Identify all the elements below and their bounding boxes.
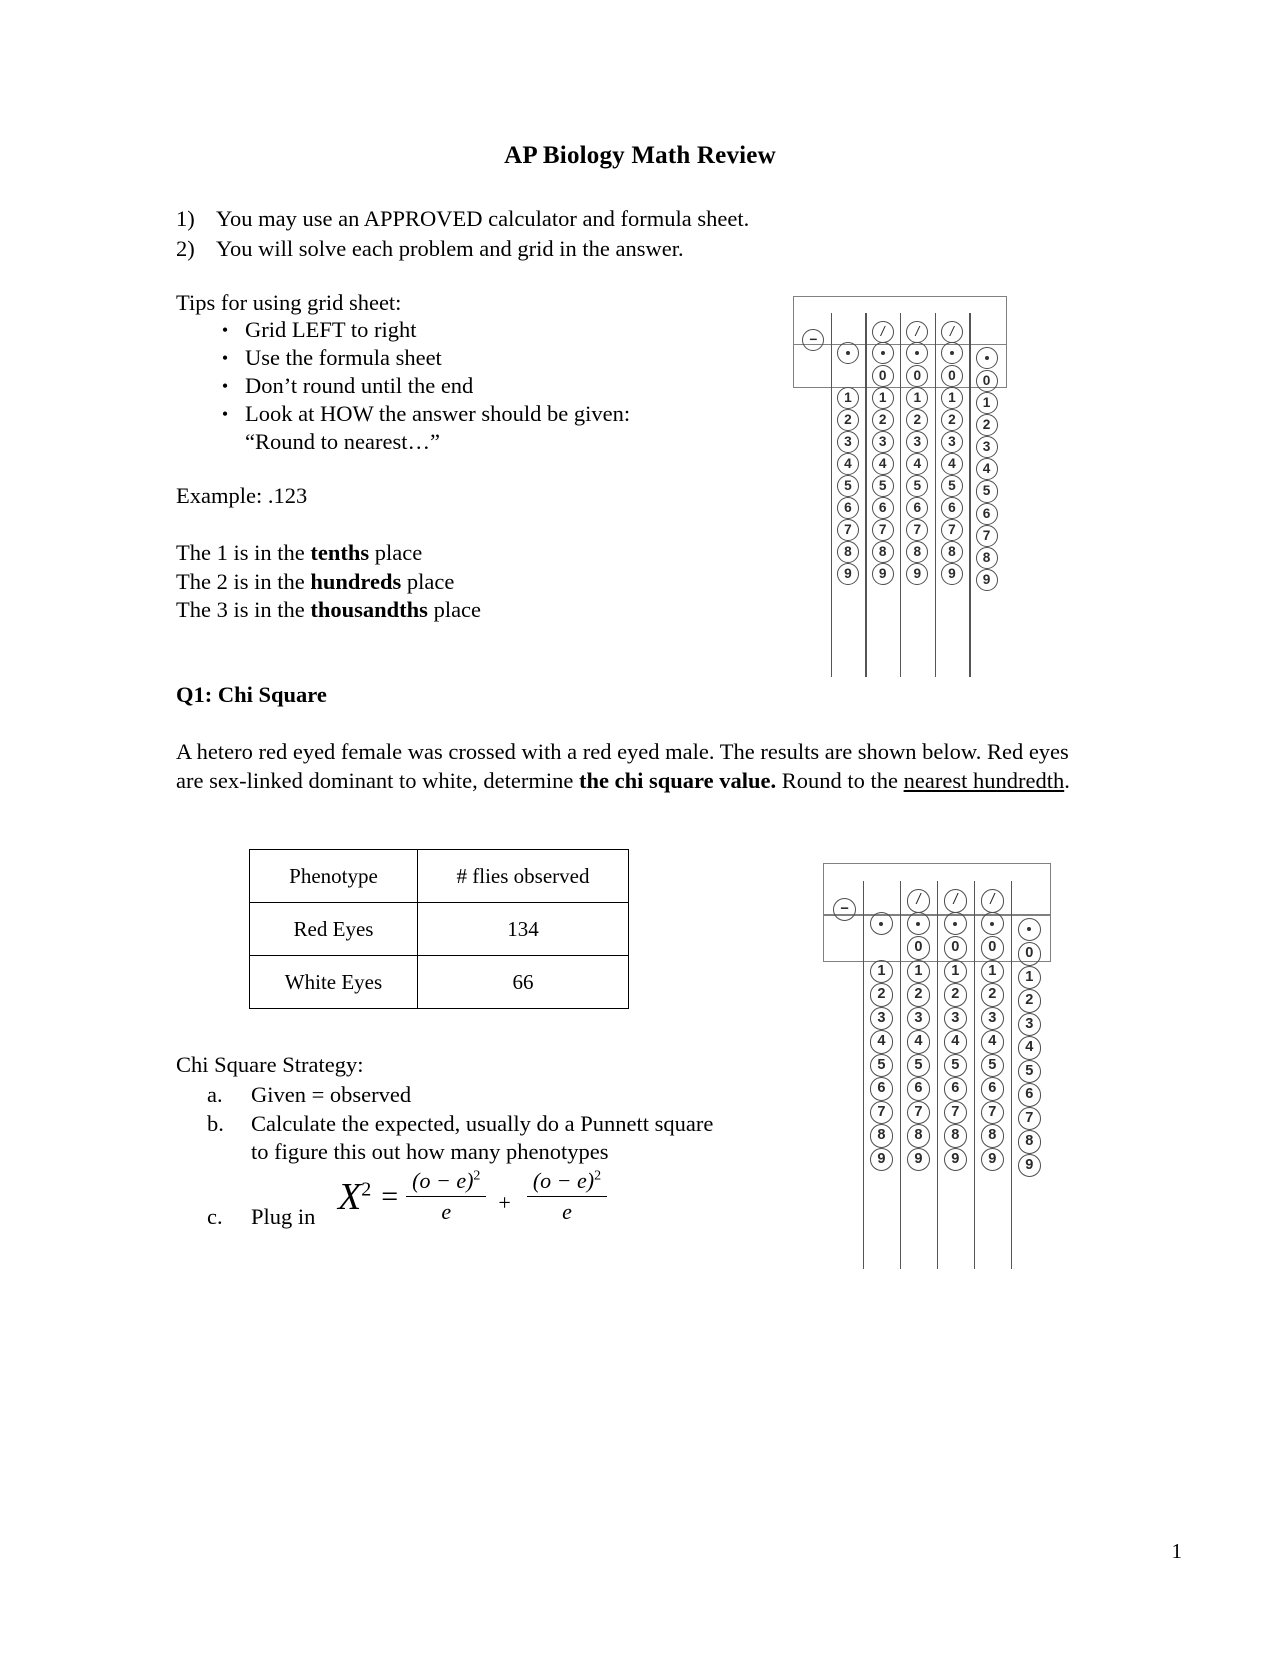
instruction-item [176,234,876,264]
place-suffix: place [369,540,423,565]
grid-bubble-decimal[interactable] [837,342,859,364]
bullet-dot-icon: • [221,320,229,340]
example-line: Example: .123 [176,483,308,508]
place-suffix: place [427,597,482,622]
grid-bubble-3[interactable]: 3 [907,1007,931,1031]
grid-sheet-top[interactable] [793,296,1007,683]
grid-bubble-1[interactable]: 1 [906,387,928,409]
strategy-text: Calculate the expected, usually do a Punnett square [251,1110,714,1136]
page-title: AP Biology Math Review [504,142,776,169]
grid-bubble-6[interactable]: 6 [976,503,998,525]
strategy-heading: Chi Square Strategy: [176,1052,364,1077]
question-text-part2: Round to the [776,767,904,793]
grid-bubble-minus[interactable]: − [802,329,824,351]
grid-bubble-8[interactable]: 8 [944,1124,968,1148]
grid-bubble-7[interactable]: 7 [870,1101,894,1125]
grid-bubble-4[interactable]: 4 [981,1030,1005,1054]
place-value-line [176,568,481,597]
grid-bubble-1[interactable]: 1 [981,960,1005,984]
grid-bubble-9[interactable]: 9 [906,563,928,585]
grid-bubble-5[interactable]: 5 [941,475,963,497]
grid-bubble-4[interactable]: 4 [906,453,928,475]
grid-bubble-4[interactable]: 4 [872,453,894,475]
tips-bullet-text: Look at HOW the answer should be given: [245,401,631,426]
table-row [250,903,629,956]
grid-bubble-7[interactable]: 7 [1018,1107,1042,1131]
grid-bubble-0[interactable]: 0 [872,365,894,387]
grid-bubble-5[interactable]: 5 [906,475,928,497]
grid-bubble-5[interactable]: 5 [1018,1060,1042,1084]
grid-bubble-8[interactable]: 8 [941,541,963,563]
grid-bubble-3[interactable]: 3 [837,431,859,453]
grid-bubble-5[interactable]: 5 [907,1054,931,1078]
grid-bubble-slash[interactable]: / [941,321,963,343]
grid-column-separator [863,881,864,1270]
grid-column-separator [974,881,975,1270]
tips-bullet-item [205,316,845,344]
table-row [250,956,629,1009]
instruction-text: You may use an APPROVED calculator and formula sheet. [216,206,750,231]
grid-bubble-4[interactable]: 4 [870,1030,894,1054]
instruction-marker: 1) [176,206,195,231]
grid-bubble-1[interactable]: 1 [941,387,963,409]
formula-term2-denominator: e [562,1199,572,1224]
grid-bubble-0[interactable]: 0 [981,936,1005,960]
grid-bubble-4[interactable]: 4 [976,458,998,480]
grid-bubble-7[interactable]: 7 [976,525,998,547]
place-prefix: The 1 is in the [176,540,311,565]
grid-bubble-1[interactable]: 1 [907,960,931,984]
strategy-marker: a. [207,1082,223,1107]
question-paragraph [176,738,1091,795]
grid-bubble-2[interactable]: 2 [1018,989,1042,1013]
table-cell-count: 134 [418,903,629,956]
grid-bubble-minus[interactable]: − [833,898,857,922]
place-value-line [176,539,481,568]
grid-bubble-7[interactable]: 7 [837,519,859,541]
tips-bullet-text: Grid LEFT to right [245,317,417,342]
chi-square-formula [338,1168,607,1225]
grid-bubble-2[interactable]: 2 [944,983,968,1007]
grid-column-separator [937,881,938,1270]
grid-bubble-9[interactable]: 9 [872,563,894,585]
instructions-list [176,204,876,264]
tips-bullet-list [205,316,845,456]
strategy-text: Given = observed [251,1082,412,1107]
formula-symbol: $X^2$ [338,1175,372,1218]
grid-bubble-slash[interactable]: / [907,889,931,913]
grid-bubble-6[interactable]: 6 [1018,1083,1042,1107]
grid-bubble-2[interactable]: 2 [870,983,894,1007]
phenotype-data-table [249,849,629,1009]
grid-bubble-8[interactable]: 8 [837,541,859,563]
grid-bubble-9[interactable]: 9 [976,569,998,591]
formula-term1-numerator: $(o - e)^2$ [406,1168,486,1197]
grid-bubble-5[interactable]: 5 [976,480,998,502]
question-text-part1: A hetero red eyed female was crossed with a red eyed male. The results are shown below. Red eyes are sex-linked dominant to white, determine [176,739,1069,793]
grid-bubble-8[interactable]: 8 [906,541,928,563]
formula-symbol-exponent: 2 [361,1177,372,1200]
instruction-item [176,204,876,234]
grid-bubble-7[interactable]: 7 [944,1101,968,1125]
page-number: 1 [1171,1539,1182,1563]
tips-bullet-text: Don’t round until the end [245,373,474,398]
grid-bubble-2[interactable]: 2 [976,414,998,436]
place-prefix: The 3 is in the [176,597,311,622]
grid-bubble-2[interactable]: 2 [837,409,859,431]
grid-bubble-6[interactable]: 6 [837,497,859,519]
grid-bubble-8[interactable]: 8 [1018,1130,1042,1154]
grid-bubble-2[interactable]: 2 [941,409,963,431]
formula-term2-numerator: $(o - e)^2$ [527,1168,607,1197]
strategy-marker: b. [207,1110,224,1136]
grid-bubble-6[interactable]: 6 [981,1077,1005,1101]
grid-bubble-5[interactable]: 5 [944,1054,968,1078]
bullet-dot-icon: • [221,348,229,368]
grid-bubble-7[interactable]: 7 [941,519,963,541]
place-bold: hundreds [310,568,402,594]
grid-bubble-decimal[interactable] [1018,918,1042,942]
grid-bubble-2[interactable]: 2 [906,409,928,431]
grid-bubble-6[interactable]: 6 [944,1077,968,1101]
grid-bubble-0[interactable]: 0 [941,365,963,387]
formula-term1-denominator: e [441,1199,452,1224]
grid-sheet-q1[interactable] [823,863,1051,1275]
grid-bubble-5[interactable]: 5 [870,1054,894,1078]
grid-bubble-4[interactable]: 4 [1018,1036,1042,1060]
grid-bubble-5[interactable]: 5 [872,475,894,497]
grid-bubble-slash[interactable]: / [906,321,928,343]
grid-bubble-6[interactable]: 6 [941,497,963,519]
table-cell-phenotype: White Eyes [250,956,418,1009]
grid-bubble-slash[interactable]: / [872,321,894,343]
instruction-marker: 2) [176,236,195,261]
grid-bubble-5[interactable]: 5 [981,1054,1005,1078]
grid-bubble-1[interactable]: 1 [1018,966,1042,990]
grid-bubble-2[interactable]: 2 [981,983,1005,1007]
grid-bubble-8[interactable]: 8 [872,541,894,563]
tips-bullet-item [205,372,845,400]
tips-bullet-item [205,344,845,372]
formula-equals: = [381,1179,399,1213]
grid-column-separator [935,313,936,677]
place-bold: thousandths [310,597,428,622]
question-text-bold: the chi square value. [579,767,777,793]
place-value-lines [176,539,481,625]
grid-bubble-6[interactable]: 6 [870,1077,894,1101]
grid-bubble-0[interactable]: 0 [976,370,998,392]
grid-bubble-0[interactable]: 0 [906,365,928,387]
grid-bubble-1[interactable]: 1 [872,387,894,409]
strategy-item [207,1081,887,1110]
strategy-continuation: to figure this out how many phenotypes [251,1139,609,1164]
grid-bubble-6[interactable]: 6 [907,1077,931,1101]
place-bold: tenths [310,540,370,565]
question-heading: Q1: Chi Square [176,682,327,707]
grid-bubble-decimal[interactable] [976,347,998,369]
grid-column-separator [865,313,866,677]
tips-bullet-continuation: “Round to nearest…” [245,429,440,454]
grid-bubble-5[interactable]: 5 [837,475,859,497]
grid-bubble-8[interactable]: 8 [870,1124,894,1148]
tips-bullet-text: Use the formula sheet [245,345,442,370]
grid-bubble-9[interactable]: 9 [941,563,963,585]
grid-bubble-7[interactable]: 7 [906,519,928,541]
place-suffix: place [401,568,455,594]
grid-column-separator [831,313,832,677]
grid-bubble-7[interactable]: 7 [872,519,894,541]
grid-bubble-9[interactable]: 9 [907,1148,931,1172]
grid-bubble-2[interactable]: 2 [872,409,894,431]
formula-operator: + [498,1190,511,1215]
grid-bubble-4[interactable]: 4 [941,453,963,475]
grid-bubble-6[interactable]: 6 [872,497,894,519]
question-text-part3: . [1064,767,1070,793]
tips-heading: Tips for using grid sheet: [176,290,402,315]
grid-bubble-decimal[interactable] [941,342,963,364]
grid-bubble-9[interactable]: 9 [870,1148,894,1172]
grid-bubble-8[interactable]: 8 [907,1124,931,1148]
grid-bubble-7[interactable]: 7 [907,1101,931,1125]
grid-column-separator [900,313,901,677]
table-header-row [250,850,629,903]
grid-bubble-3[interactable]: 3 [870,1007,894,1031]
grid-bubble-1[interactable]: 1 [944,960,968,984]
grid-bubble-9[interactable]: 9 [981,1148,1005,1172]
table-header-cell: # flies observed [418,850,629,903]
grid-bubble-4[interactable]: 4 [907,1030,931,1054]
table-cell-count: 66 [418,956,629,1009]
grid-bubble-decimal[interactable] [906,342,928,364]
formula-term-1 [406,1168,486,1225]
grid-bubble-7[interactable]: 7 [981,1101,1005,1125]
grid-bubble-2[interactable]: 2 [907,983,931,1007]
question-text-underline: nearest hundredth [903,767,1065,793]
bullet-dot-icon: • [221,404,229,424]
grid-bubble-1[interactable]: 1 [870,960,894,984]
strategy-text: Plug in [251,1203,316,1229]
grid-bubble-3[interactable]: 3 [906,431,928,453]
table-cell-phenotype: Red Eyes [250,903,418,956]
grid-bubble-slash[interactable]: / [944,889,968,913]
place-prefix: The 2 is in the [176,568,311,594]
tips-bullet-item [205,400,845,428]
grid-bubble-6[interactable]: 6 [906,497,928,519]
grid-bubble-3[interactable]: 3 [1018,1013,1042,1037]
formula-term-2 [527,1168,607,1225]
grid-bubble-0[interactable]: 0 [1018,942,1042,966]
grid-bubble-slash[interactable]: / [981,889,1005,913]
grid-bubble-1[interactable]: 1 [837,387,859,409]
grid-bubble-3[interactable]: 3 [944,1007,968,1031]
grid-bubble-9[interactable]: 9 [1018,1154,1042,1178]
grid-bubble-3[interactable]: 3 [941,431,963,453]
grid-column-separator [1011,881,1012,1270]
grid-bubble-4[interactable]: 4 [837,453,859,475]
strategy-marker: c. [207,1203,223,1229]
grid-bubble-3[interactable]: 3 [872,431,894,453]
grid-bubble-3[interactable]: 3 [981,1007,1005,1031]
grid-bubble-0[interactable]: 0 [907,936,931,960]
grid-bubble-8[interactable]: 8 [976,547,998,569]
grid-bubble-1[interactable]: 1 [976,392,998,414]
table-header-cell: Phenotype [250,850,418,903]
grid-column-separator [900,881,901,1270]
grid-bubble-9[interactable]: 9 [944,1148,968,1172]
instruction-text: You will solve each problem and grid in the answer. [216,236,684,261]
grid-bubble-decimal[interactable] [872,342,894,364]
grid-bubble-0[interactable]: 0 [944,936,968,960]
grid-bubble-4[interactable]: 4 [944,1030,968,1054]
grid-bubble-3[interactable]: 3 [976,436,998,458]
strategy-item [207,1110,887,1139]
grid-bubble-9[interactable]: 9 [837,563,859,585]
place-value-line [176,596,481,625]
bullet-dot-icon: • [221,376,229,396]
grid-bubble-8[interactable]: 8 [981,1124,1005,1148]
grid-column-separator [969,313,970,677]
